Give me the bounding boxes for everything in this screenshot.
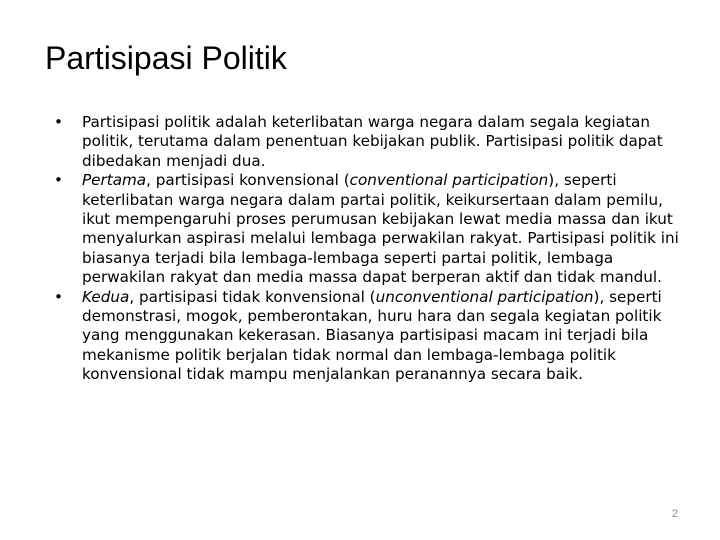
text-segment: ), seperti demonstrasi, mogok, pemberontakan, huru hara dan segala kegiatan politik yang menggunakan kekerasan. Biasanya partisipasi macam ini terjadi bila mekanisme politik berjalan tidak normal dan lembaga-lembaga politik konvensional tidak mampu menjalankan peranannya secara baik.	[82, 287, 662, 384]
text-segment: , partisipasi konvensional (	[146, 171, 350, 190]
text-segment: , partisipasi tidak konvensional (	[129, 287, 376, 306]
bullet-text	[82, 171, 684, 287]
text-segment-italic: conventional participation	[349, 171, 549, 190]
bullet-dot-icon: •	[54, 171, 63, 190]
slide-title: Partisipasi Politik	[45, 40, 287, 76]
bullet-item	[54, 113, 684, 171]
bullet-text	[82, 288, 684, 385]
text-segment-italic: Pertama	[82, 171, 147, 190]
text-segment: ), seperti keterlibatan warga negara dalam partai politik, keikursertaan dalam pemilu, ikut mempengaruhi proses perumusan kebijakan lewat media massa dan ikut menyalurkan aspirasi melalui lembaga perwakilan rakyat. Partisipasi politik ini biasanya terjadi bila lembaga-lembaga seperti partai politik, lembaga perwakilan rakyat dan media massa dapat berperan aktif dan tidak mandul.	[82, 171, 679, 287]
bullet-item	[54, 171, 684, 287]
bullet-dot-icon: •	[54, 287, 63, 306]
bullet-dot-icon: •	[54, 113, 63, 131]
text-segment: Partisipasi politik adalah keterlibatan warga negara dalam segala kegiatan politik, terutama dalam penentuan kebijakan publik. Partisipasi politik dapat dibedakan menjadi dua.	[82, 113, 663, 170]
bullet-item	[54, 288, 684, 385]
page-number: 2	[671, 508, 678, 520]
text-segment-italic: Kedua	[82, 287, 130, 306]
bullet-text	[82, 113, 684, 171]
bullet-list	[54, 113, 684, 385]
text-segment-italic: unconventional participation	[375, 287, 594, 306]
